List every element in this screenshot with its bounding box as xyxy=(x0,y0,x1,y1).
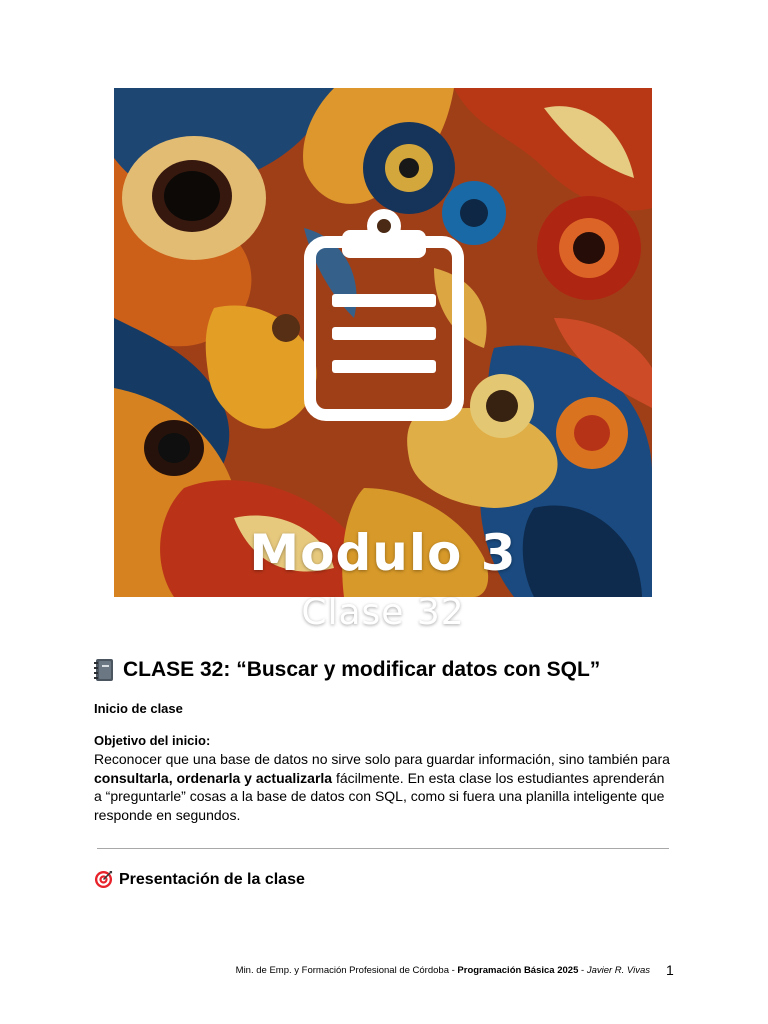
class-title: CLASE 32: “Buscar y modificar datos con SQL” xyxy=(123,658,601,681)
objective-text-bold: consultarla, ordenarla y actualizarla xyxy=(94,769,333,786)
objective-label: Objetivo del inicio: xyxy=(94,733,211,748)
cover-subtitle: Clase 32 xyxy=(301,592,465,633)
footer-org: Min. de Emp. y Formación Profesional de Córdoba - xyxy=(235,965,458,976)
presentation-heading xyxy=(94,870,305,889)
page-number: 1 xyxy=(666,962,674,978)
footer-author: Javier R. Vivas xyxy=(586,965,650,976)
clipboard-icon xyxy=(304,206,464,421)
objective-text xyxy=(94,750,674,824)
cover-title: Modulo 3 xyxy=(249,524,517,582)
page-footer xyxy=(236,965,650,976)
notebook-icon xyxy=(94,658,114,682)
objective-text-after: fácilmente. En esta clase los estudiantes aprenderán a “preguntarle” cosas a la base de datos con SQL, como si fuera una planilla inteligente que responde en segundos. xyxy=(94,769,665,823)
presentation-title: Presentación de la clase xyxy=(119,870,305,888)
cover-image xyxy=(114,88,652,633)
footer-course: Programación Básica 2025 xyxy=(457,965,579,976)
divider xyxy=(97,848,669,849)
objective-text-before: Reconocer que una base de datos no sirve solo para guardar información, sino también para xyxy=(94,751,670,767)
footer-sep: - xyxy=(578,965,587,976)
section-label: Inicio de clase xyxy=(94,701,183,716)
class-heading xyxy=(94,658,600,682)
target-icon xyxy=(94,870,113,889)
